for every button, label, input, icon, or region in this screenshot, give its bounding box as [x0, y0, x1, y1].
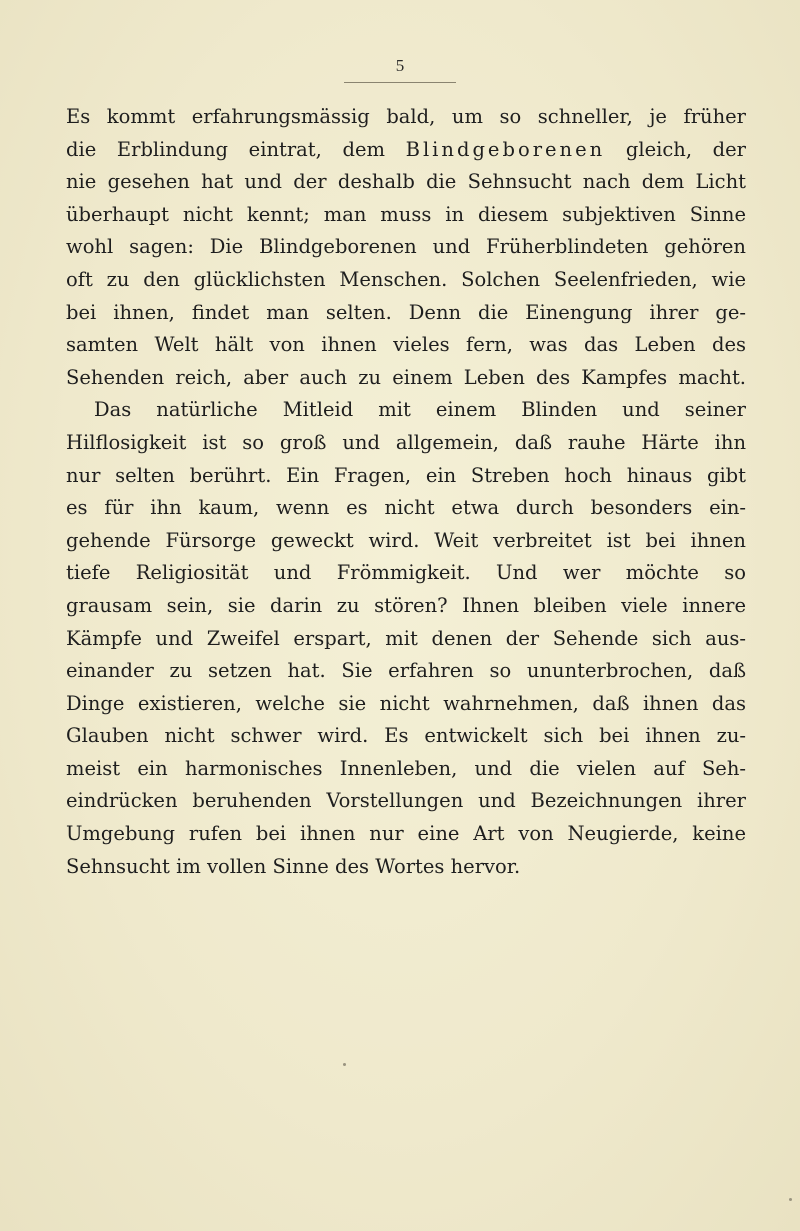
- text-segment: die Erblindung eintrat, dem: [66, 137, 406, 161]
- paper-speck: [343, 1063, 346, 1066]
- text-line: eindrücken beruhenden Vorstellungen und Bezeichnungen ihrer: [66, 789, 746, 813]
- text-line: überhaupt nicht kennt; man muss in diesem subjektiven Sinne: [66, 202, 746, 226]
- text-line: Sehenden reich, aber auch zu einem Leben des Kampfes macht.: [66, 365, 746, 389]
- text-line: meist ein harmonisches Innenleben, und die vielen auf Seh-: [66, 756, 746, 780]
- spaced-emphasis: Blindgeborenen: [405, 137, 606, 161]
- text-line: Kämpfe und Zweifel erspart, mit denen der Sehende sich aus-: [66, 626, 746, 650]
- text-line: Dinge existieren, welche sie nicht wahrnehmen, daß ihnen das: [66, 691, 746, 715]
- page-number: 5: [395, 56, 405, 75]
- text-line: tiefe Religiosität und Frömmigkeit. Und wer möchte so: [66, 561, 746, 585]
- text-line: wohl sagen: Die Blindgeborenen und Früherblindeten gehören: [66, 235, 746, 259]
- text-line-spaced-term: [66, 134, 746, 167]
- text-line: samten Welt hält von ihnen vieles fern, was das Leben des: [66, 333, 746, 357]
- text-segment: gleich, der: [605, 137, 746, 161]
- text-line: oft zu den glücklichsten Menschen. Solchen Seelenfrieden, wie: [66, 267, 746, 291]
- text-line-indented: Das natürliche Mitleid mit einem Blinden und seiner: [94, 398, 746, 422]
- text-line-last: Sehnsucht im vollen Sinne des Wortes hervor.: [66, 854, 521, 878]
- body-paragraph: [66, 101, 746, 883]
- text-line: nur selten berührt. Ein Fragen, ein Streben hoch hinaus gibt: [66, 463, 746, 487]
- text-line: Hilflosigkeit ist so groß und allgemein, daß rauhe Härte ihn: [66, 430, 746, 454]
- text-line: nie gesehen hat und der deshalb die Sehnsucht nach dem Licht: [66, 170, 746, 194]
- text-line: bei ihnen, findet man selten. Denn die Einengung ihrer ge-: [66, 300, 746, 324]
- paper-speck: [789, 1198, 792, 1201]
- text-line: es für ihn kaum, wenn es nicht etwa durch besonders ein-: [66, 496, 746, 520]
- text-line: Glauben nicht schwer wird. Es entwickelt sich bei ihnen zu-: [66, 724, 746, 748]
- text-line: grausam sein, sie darin zu stören? Ihnen bleiben viele innere: [66, 593, 746, 617]
- header-rule: [344, 82, 456, 83]
- text-line: gehende Fürsorge geweckt wird. Weit verbreitet ist bei ihnen: [66, 528, 746, 552]
- text-line: Es kommt erfahrungsmässig bald, um so schneller, je früher: [66, 105, 746, 128]
- text-line: einander zu setzen hat. Sie erfahren so ununterbrochen, daß: [66, 659, 746, 683]
- text-line: Umgebung rufen bei ihnen nur eine Art von Neugierde, keine: [66, 822, 746, 846]
